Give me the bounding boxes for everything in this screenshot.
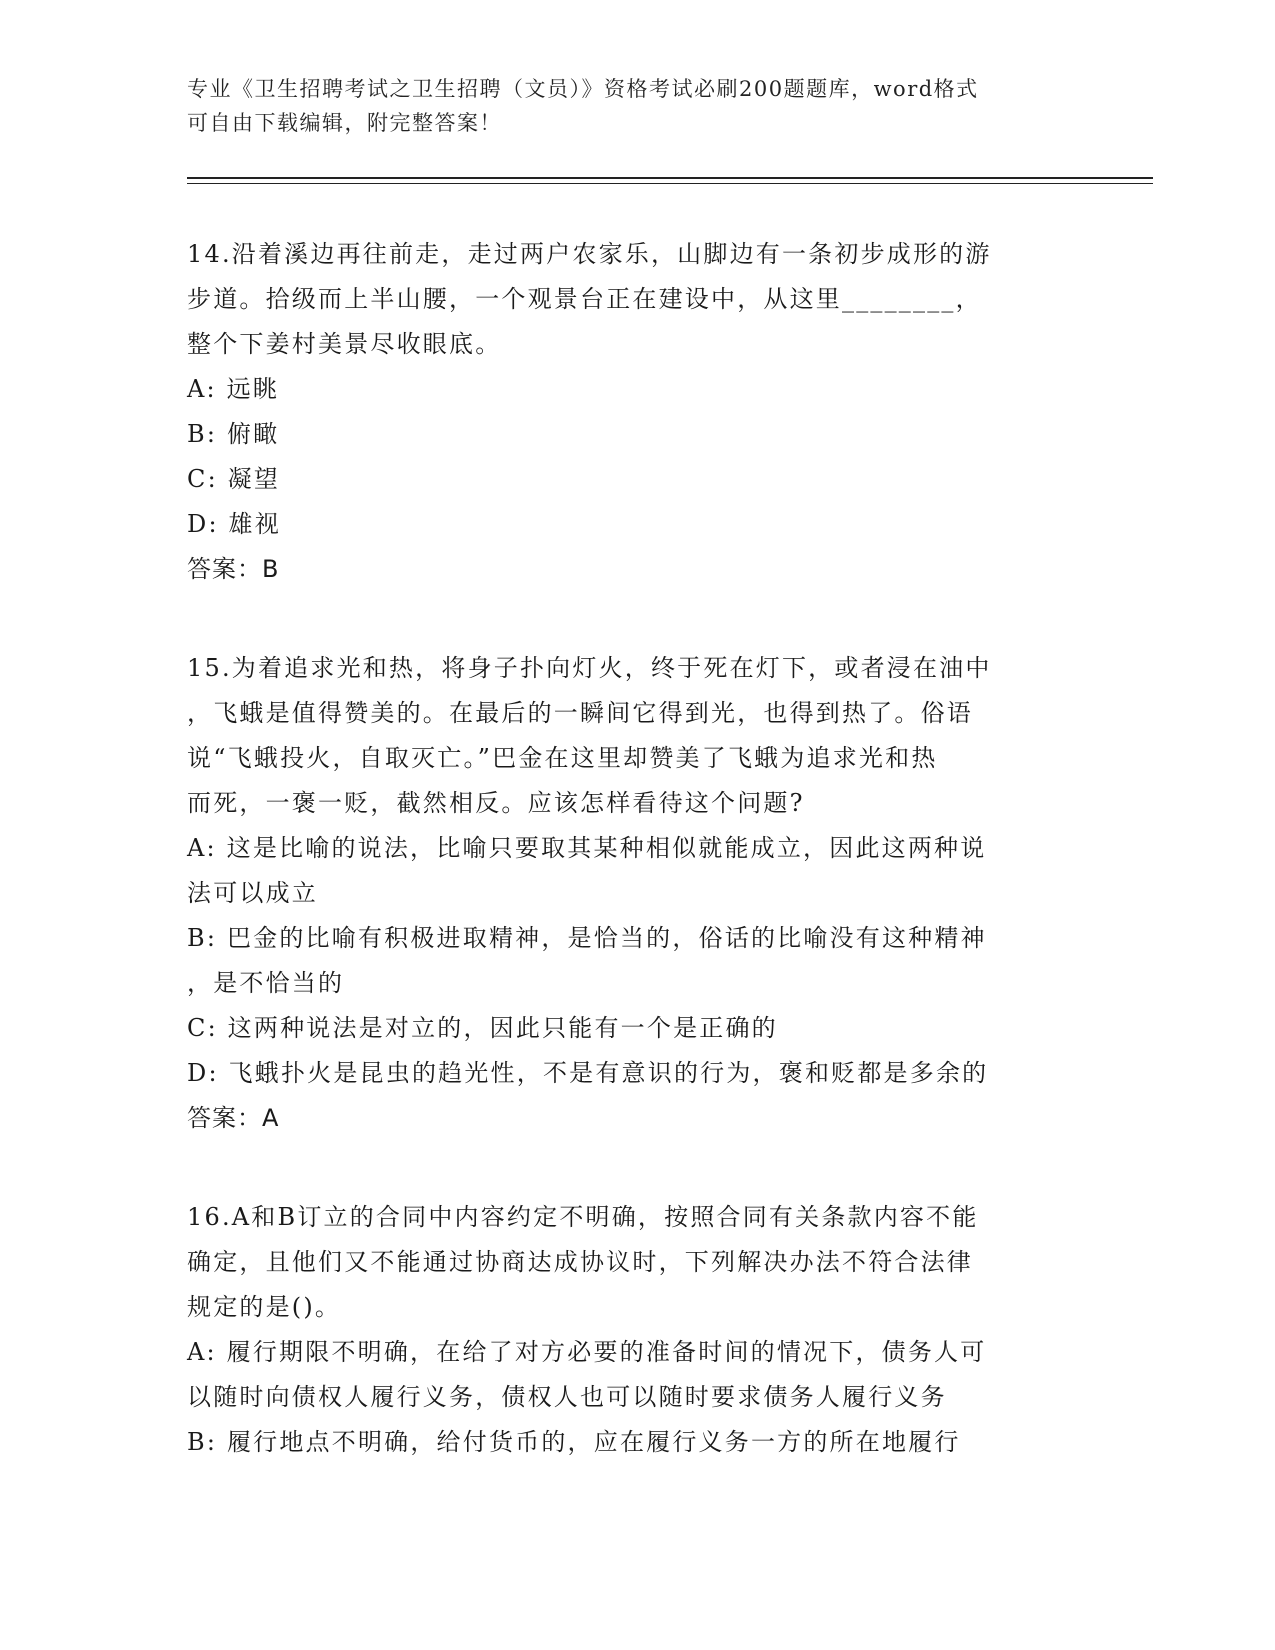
option-c: C: 凝望	[187, 465, 281, 493]
question-16	[187, 1195, 1087, 1465]
option-b-continued: ，是不恰当的	[187, 969, 345, 997]
answer-label: 答案：A	[187, 1104, 280, 1132]
question-text-line: 确定，且他们又不能通过协商达成协议时，下列解决办法不符合法律	[187, 1248, 973, 1276]
answer-label: 答案：B	[187, 555, 280, 583]
header-divider-thin	[187, 183, 1153, 184]
question-text-line: 15.为着追求光和热，将身子扑向灯火，终于死在灯下，或者浸在油中	[187, 654, 992, 682]
question-text-line: 而死，一褒一贬，截然相反。应该怎样看待这个问题?	[187, 789, 805, 817]
question-15	[187, 646, 1087, 1141]
option-a-continued: 以随时向债权人履行义务，债权人也可以随时要求债务人履行义务	[187, 1383, 947, 1411]
option-d: D: 雄视	[187, 510, 281, 538]
question-text-line: 整个下姜村美景尽收眼底。	[187, 330, 502, 358]
option-d: D: 飞蛾扑火是昆虫的趋光性，不是有意识的行为，褒和贬都是多余的	[187, 1059, 989, 1087]
option-a: A: 这是比喻的说法，比喻只要取其某种相似就能成立，因此这两种说	[187, 834, 987, 862]
question-text-line: 14.沿着溪边再往前走，走过两户农家乐，山脚边有一条初步成形的游	[187, 240, 992, 268]
option-c: C: 这两种说法是对立的，因此只能有一个是正确的	[187, 1014, 778, 1042]
question-text-line: 规定的是()。	[187, 1293, 342, 1321]
option-b: B: 履行地点不明确，给付货币的，应在履行义务一方的所在地履行	[187, 1428, 961, 1456]
header-title-line-1: 专业《卫生招聘考试之卫生招聘（文员）》资格考试必刷200题题库，word格式	[187, 77, 979, 101]
header-divider-thick	[187, 177, 1153, 179]
document-header	[187, 72, 1067, 140]
option-a: A: 远眺	[187, 375, 280, 403]
question-text-line: ，飞蛾是值得赞美的。在最后的一瞬间它得到光，也得到热了。俗语	[187, 699, 973, 727]
question-14	[187, 232, 1087, 592]
option-a: A: 履行期限不明确，在给了对方必要的准备时间的情况下，债务人可	[187, 1338, 987, 1366]
option-b: B: 俯瞰	[187, 420, 280, 448]
question-text-line: 步道。拾级而上半山腰，一个观景台正在建设中，从这里________，	[187, 285, 982, 313]
question-list	[187, 232, 1087, 1519]
header-title-line-2: 可自由下载编辑，附完整答案！	[187, 111, 502, 135]
question-text-line: 16.A和B订立的合同中内容约定不明确，按照合同有关条款内容不能	[187, 1203, 979, 1231]
option-a-continued: 法可以成立	[187, 879, 318, 907]
option-b: B: 巴金的比喻有积极进取精神，是恰当的，俗话的比喻没有这种精神	[187, 924, 987, 952]
question-text-line: 说“飞蛾投火，自取灭亡。”巴金在这里却赞美了飞蛾为追求光和热	[187, 744, 938, 772]
